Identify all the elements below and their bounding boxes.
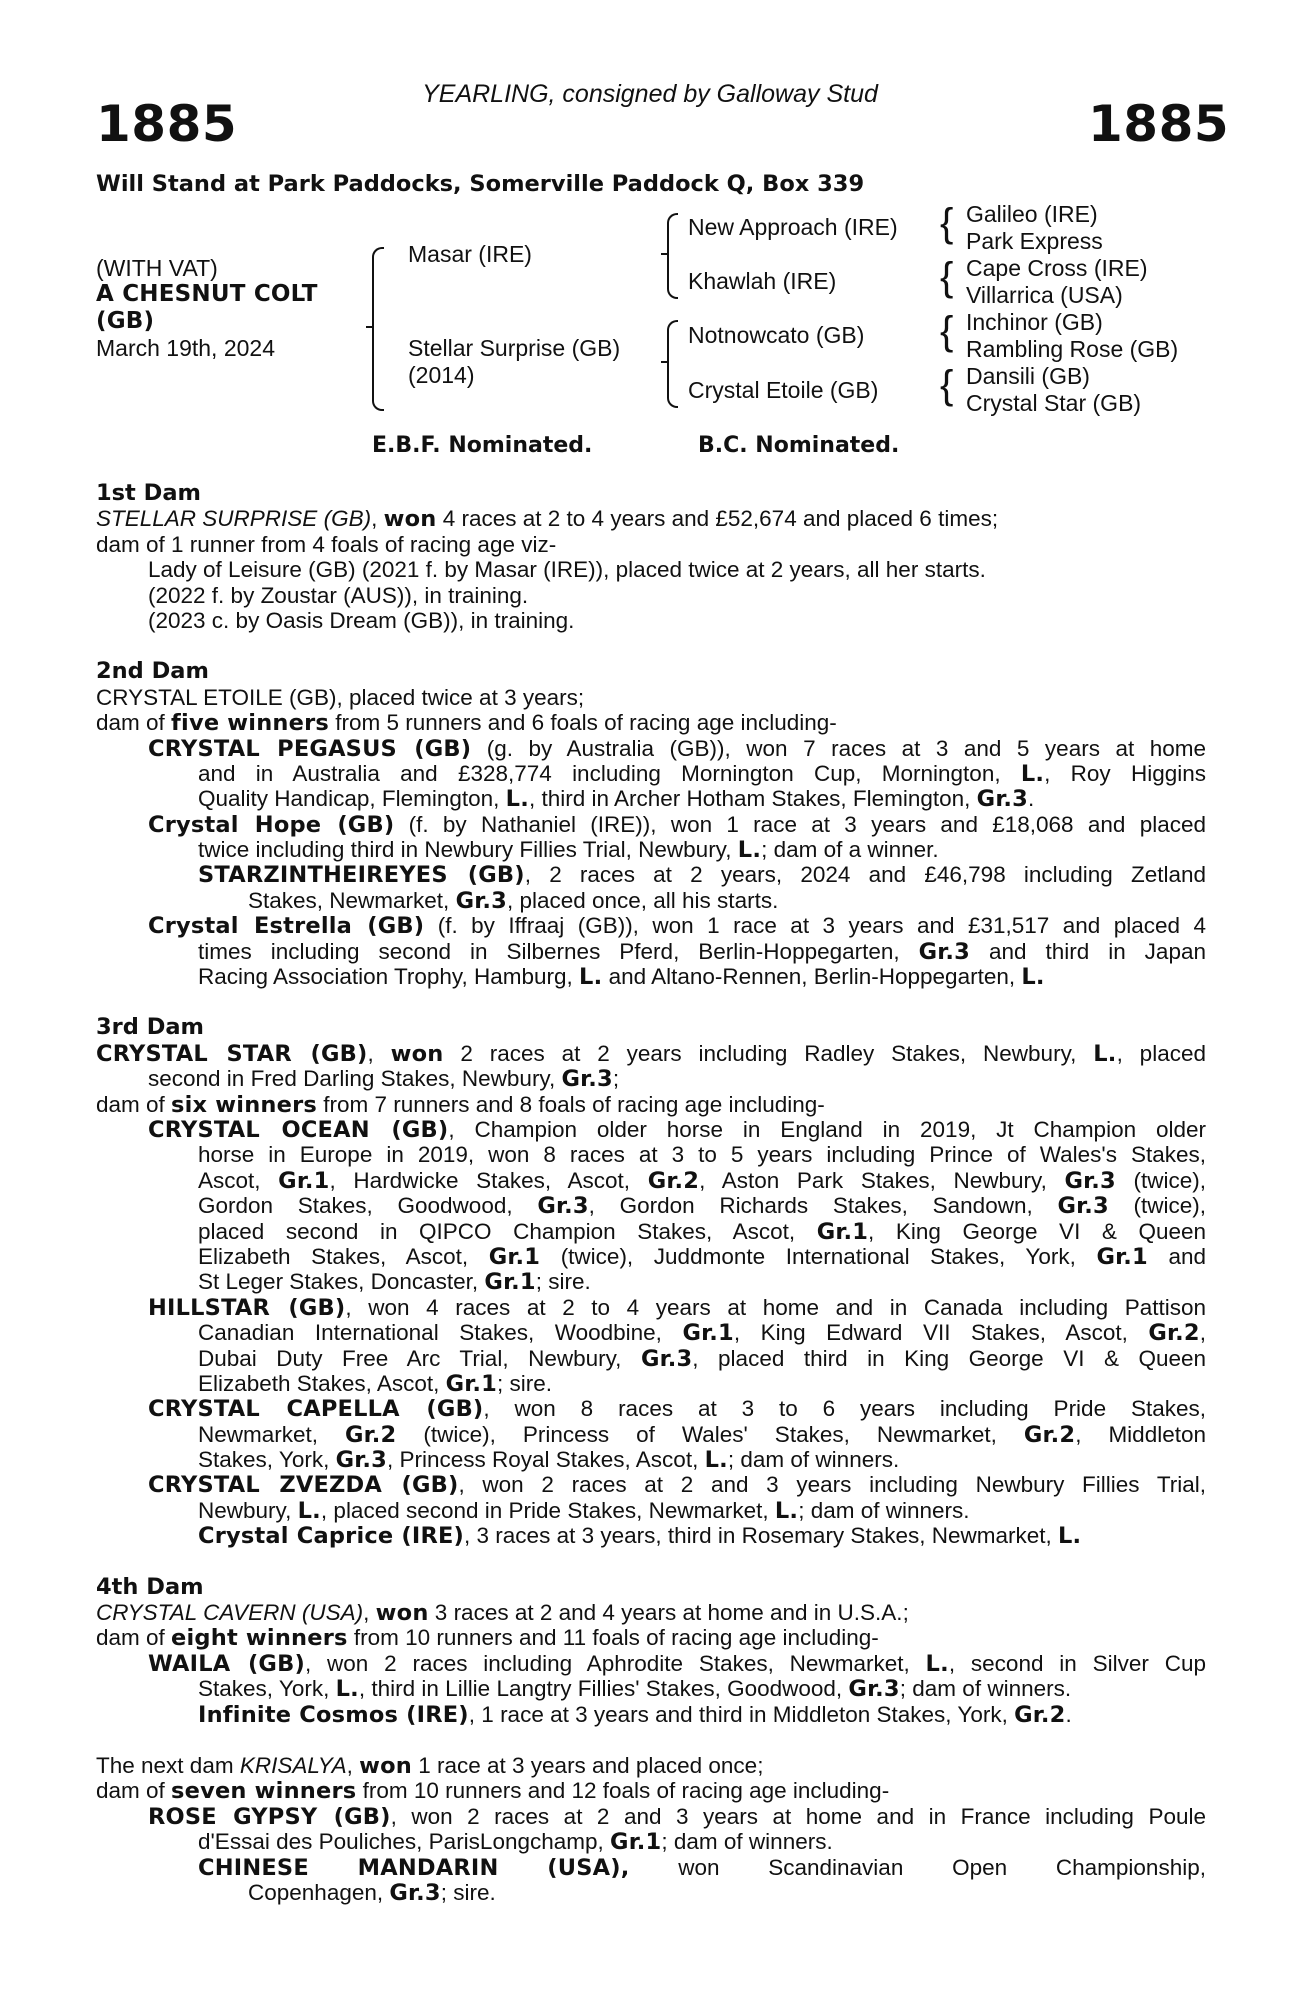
- second-dam-line-2: dam of five winners from 5 runners and 6 foals of racing age including-: [96, 710, 837, 737]
- dam-name: Stellar Surprise (GB): [408, 335, 621, 361]
- starz-line-1: STARZINTHEIREYES (GB), 2 races at 2 years, 2024 and £46,798 including Zetland: [198, 862, 1206, 888]
- second-dam-line-1: CRYSTAL ETOILE (GB), placed twice at 3 years;: [96, 684, 585, 710]
- sire-sire: New Approach (IRE): [688, 214, 898, 240]
- ocean-line-5: placed second in QIPCO Champion Stakes, Ascot, Gr.1, King George VI & Queen: [198, 1218, 1206, 1244]
- dam-brace-tip: [661, 361, 668, 363]
- chinese-line-1: CHINESE MANDARIN (USA), won Scandinavian Open Championship,: [198, 1854, 1206, 1880]
- cosmos-line-1: Infinite Cosmos (IRE), 1 race at 3 years and third in Middleton Stakes, York, Gr.2.: [198, 1701, 1072, 1728]
- hope-line-1: Crystal Hope (GB) (f. by Nathaniel (IRE)), won 1 race at 3 years and £18,068 and placed: [148, 811, 1206, 838]
- rose-line-2: d'Essai des Pouliches, ParisLongchamp, Gr.1; dam of winners.: [198, 1829, 833, 1856]
- third-dam-line-2: second in Fred Darling Stakes, Newbury, Gr.3;: [148, 1066, 620, 1093]
- horse-origin: (GB): [96, 308, 155, 334]
- next-dam-line-1: The next dam KRISALYA, won 1 race at 3 years and placed once;: [96, 1752, 764, 1779]
- sire-brace-tip: [661, 253, 668, 255]
- pedigree-brace-main: [372, 247, 384, 411]
- hillstar-line-2: Canadian International Stakes, Woodbine, Gr.1, King Edward VII Stakes, Ascot, Gr.2,: [198, 1320, 1206, 1346]
- next-dam-line-2: dam of seven winners from 10 runners and 12 foals of racing age including-: [96, 1778, 890, 1805]
- first-dam-produce-1: Lady of Leisure (GB) (2021 f. by Masar (IRE)), placed twice at 2 years, all her starts.: [148, 557, 986, 583]
- ocean-line-4: Gordon Stakes, Goodwood, Gr.3, Gordon Richards Stakes, Sandown, Gr.3 (twice),: [198, 1193, 1206, 1219]
- dam-brace: [667, 320, 678, 408]
- second-dam-heading: 2nd Dam: [96, 658, 209, 685]
- sire-name: Masar (IRE): [408, 241, 532, 267]
- lot-number-right: 1885: [1088, 95, 1230, 153]
- estrella-line-2: times including second in Silbernes Pferd, Berlin-Hoppegarten, Gr.3 and third in Japan: [198, 938, 1206, 965]
- chinese-line-2: Copenhagen, Gr.3; sire.: [248, 1879, 496, 1906]
- brace-gen3-2: {: [940, 255, 954, 299]
- lot-number-left: 1885: [96, 95, 238, 153]
- dam-dam: Crystal Etoile (GB): [688, 377, 879, 403]
- brace-gen3-3: {: [940, 309, 954, 353]
- gen3-6: Rambling Rose (GB): [966, 336, 1179, 362]
- third-dam-heading: 3rd Dam: [96, 1014, 204, 1041]
- gen3-5: Inchinor (GB): [966, 309, 1103, 335]
- zvezda-line-1: CRYSTAL ZVEZDA (GB), won 2 races at 2 and 3 years including Newbury Fillies Trial,: [148, 1472, 1206, 1498]
- third-dam-line-1: CRYSTAL STAR (GB), won 2 races at 2 years including Radley Stakes, Newbury, L., placed: [96, 1040, 1206, 1067]
- third-dam-line-3: dam of six winners from 7 runners and 8 foals of racing age including-: [96, 1091, 825, 1118]
- gen3-3: Cape Cross (IRE): [966, 255, 1148, 281]
- first-dam-heading: 1st Dam: [96, 480, 201, 506]
- dam-sire: Notnowcato (GB): [688, 322, 865, 348]
- first-dam-produce-3: (2023 c. by Oasis Dream (GB)), in training.: [148, 607, 575, 633]
- pedigree-brace-main-tip: [366, 326, 373, 328]
- starz-line-2: Stakes, Newmarket, Gr.3, placed once, all his starts.: [248, 887, 779, 914]
- hope-line-2: twice including third in Newbury Fillies Trial, Newbury, L.; dam of a winner.: [198, 837, 939, 864]
- gen3-8: Crystal Star (GB): [966, 390, 1142, 416]
- sire-dam: Khawlah (IRE): [688, 268, 837, 294]
- capella-line-2: Newmarket, Gr.2 (twice), Princess of Wales' Stakes, Newmarket, Gr.2, Middleton: [198, 1421, 1206, 1448]
- produce-record: [96, 481, 1206, 1905]
- estrella-line-3: Racing Association Trophy, Hamburg, L. and Altano-Rennen, Berlin-Hoppegarten, L.: [198, 964, 1045, 991]
- capella-line-3: Stakes, York, Gr.3, Princess Royal Stakes, Ascot, L.; dam of winners.: [198, 1447, 900, 1474]
- gen3-1: Galileo (IRE): [966, 201, 1098, 227]
- rose-line-1: ROSE GYPSY (GB), won 2 races at 2 and 3 years at home and in France including Poule: [148, 1803, 1206, 1830]
- vat-note: (WITH VAT): [96, 255, 218, 281]
- ocean-line-6: Elizabeth Stakes, Ascot, Gr.1 (twice), Juddmonte International Stakes, York, Gr.1 and: [198, 1243, 1206, 1270]
- hillstar-line-4: Elizabeth Stakes, Ascot, Gr.1; sire.: [198, 1370, 553, 1397]
- horse-dob: March 19th, 2024: [96, 335, 276, 361]
- estrella-line-1: Crystal Estrella (GB) (f. by Iffraaj (GB)), won 1 race at 3 years and £31,517 and placed 4: [148, 913, 1206, 939]
- bc-nominated: B.C. Nominated.: [698, 433, 900, 458]
- capella-line-1: CRYSTAL CAPELLA (GB), won 8 races at 3 to 6 years including Pride Stakes,: [148, 1396, 1206, 1422]
- first-dam-produce-2: (2022 f. by Zoustar (AUS)), in training.: [148, 582, 529, 608]
- ocean-line-2: horse in Europe in 2019, won 8 races at 3 to 5 years including Prince of Wales's Stakes,: [198, 1142, 1206, 1168]
- fourth-dam-line-2: dam of eight winners from 10 runners and 11 foals of racing age including-: [96, 1625, 879, 1652]
- horse-name: A CHESNUT COLT: [96, 281, 318, 307]
- gen3-7: Dansili (GB): [966, 363, 1090, 389]
- dam-year: (2014): [408, 362, 475, 388]
- ebf-nominated: E.B.F. Nominated.: [372, 433, 593, 458]
- brace-gen3-4: {: [940, 363, 954, 407]
- waila-line-1: WAILA (GB), won 2 races including Aphrodite Stakes, Newmarket, L., second in Silver Cup: [148, 1650, 1206, 1677]
- first-dam-line-2: dam of 1 runner from 4 foals of racing age viz-: [96, 531, 557, 557]
- pegasus-line-2: and in Australia and £328,774 including Mornington Cup, Mornington, L., Roy Higgins: [198, 760, 1206, 787]
- consignor-line: YEARLING, consigned by Galloway Stud: [422, 80, 878, 108]
- pegasus-line-1: CRYSTAL PEGASUS (GB) (g. by Australia (GB)), won 7 races at 3 and 5 years at home: [148, 735, 1206, 761]
- brace-gen3-1: {: [940, 201, 954, 245]
- pegasus-line-3: Quality Handicap, Flemington, L., third in Archer Hotham Stakes, Flemington, Gr.3.: [198, 786, 1035, 813]
- zvezda-line-2: Newbury, L., placed second in Pride Stakes, Newmarket, L.; dam of winners.: [198, 1497, 970, 1524]
- ocean-line-1: CRYSTAL OCEAN (GB), Champion older horse in England in 2019, Jt Champion older: [148, 1116, 1206, 1143]
- caprice-line-1: Crystal Caprice (IRE), 3 races at 3 years, third in Rosemary Stakes, Newmarket, L.: [198, 1523, 1082, 1550]
- stand-location: Will Stand at Park Paddocks, Somerville Paddock Q, Box 339: [96, 171, 865, 197]
- hillstar-line-1: HILLSTAR (GB), won 4 races at 2 to 4 years at home and in Canada including Pattison: [148, 1294, 1206, 1321]
- gen3-4: Villarrica (USA): [966, 282, 1123, 308]
- sire-brace: [667, 213, 678, 299]
- waila-line-2: Stakes, York, L., third in Lillie Langtry Fillies' Stakes, Goodwood, Gr.3; dam of winners.: [198, 1676, 1072, 1703]
- gen3-2: Park Express: [966, 228, 1103, 254]
- first-dam-line-1: STELLAR SURPRISE (GB), won 4 races at 2 to 4 years and £52,674 and placed 6 times;: [96, 506, 999, 533]
- hillstar-line-3: Dubai Duty Free Arc Trial, Newbury, Gr.3, placed third in King George VI & Queen: [198, 1345, 1206, 1371]
- fourth-dam-line-1: CRYSTAL CAVERN (USA), won 3 races at 2 and 4 years at home and in U.S.A.;: [96, 1600, 909, 1627]
- ocean-line-7: St Leger Stakes, Doncaster, Gr.1; sire.: [198, 1269, 591, 1296]
- ocean-line-3: Ascot, Gr.1, Hardwicke Stakes, Ascot, Gr.2, Aston Park Stakes, Newbury, Gr.3 (twice),: [198, 1167, 1206, 1194]
- fourth-dam-heading: 4th Dam: [96, 1573, 204, 1600]
